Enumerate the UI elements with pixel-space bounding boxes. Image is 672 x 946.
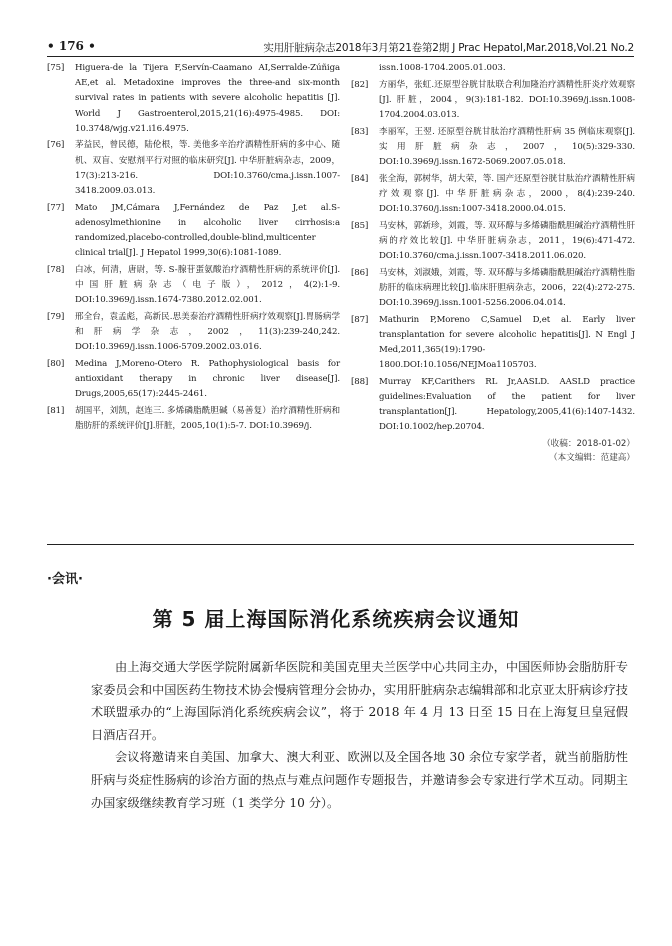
reference-number: [75] xyxy=(47,63,65,73)
notice-body xyxy=(91,656,628,814)
reference-number: [87] xyxy=(351,314,369,325)
reference-item xyxy=(351,78,635,124)
reference-text: Mato JM,Cámara J,Fernández de Paz J,et al.S-adenosylmethionine in alcoholic liver cirrhosis:a randomized,placebo-controlled,double-blind,multicenter clinical trial[J]. J Hepatol 1999,30(6):1081-1089. xyxy=(75,202,340,259)
reference-item xyxy=(47,263,340,309)
reference-item xyxy=(47,357,340,403)
reference-text: 茅益民，曾民德，陆伦根，等. 美他多辛治疗酒精性肝病的多中心、随机、双盲、安慰剂平行对照的临床研究[J]. 中华肝脏病杂志，2009，17(3):213-216. DOI:10.3760/cma.j.issn.1007-3418.2009.03.013. xyxy=(75,140,340,197)
reference-text: 马安林，郭新珍，刘霞，等. 双环醇与多烯磷脂酰胆碱治疗酒精性肝病的疗效比较[J]. 中华肝脏病杂志，2011，19(6):471-472. DOI:10.3760/cma.j.issn.1007-3418.2011.06.020. xyxy=(379,220,635,261)
reference-number: [84] xyxy=(351,173,369,184)
reference-text: Murray KF,Carithers RL Jr,AASLD. AASLD practice guidelines:Evaluation of the patient for liver transplantation[J]. Hepatology,2005,41(6):1407-1432. DOI:10.1002/hep.20704. xyxy=(379,376,635,433)
reference-number: [86] xyxy=(351,267,369,278)
references-left-column xyxy=(47,61,340,436)
reference-text: Higuera-de la Tijera F,Servín-Caamano AI,Serralde-Zúñiga AE,et al. Metadoxine improves the three-and six-month survival rates in patients with severe alcoholic hepatitis [J]. World J Gastroenterol,2015,21(16):4975-4985. DOI: 10.3748/wjg.v21.i16.4975. xyxy=(75,63,340,134)
section-divider xyxy=(47,544,634,545)
reference-number: [85] xyxy=(351,220,369,231)
reference-text: 白冰，何清，唐尉，等. S-腺苷蛋氨酸治疗酒精性肝病的系统评价[J]. 中国肝脏病杂志（电子版），2012，4(2):1-9. DOI:10.3969/j.issn.1674-7380.2012.02.001. xyxy=(75,264,340,306)
reference-item xyxy=(351,125,635,171)
references-right-column xyxy=(351,61,635,465)
reference-item xyxy=(47,201,340,262)
reference-item xyxy=(351,172,635,218)
reference-number: [82] xyxy=(351,79,369,90)
reference-text: 胡国平，刘凯，赵连三. 多烯磷脂酰胆碱（易善复）治疗酒精性肝病和脂肪肝的系统评价[J].肝脏，2005,10(1):5-7. DOI:10.3969/j. xyxy=(75,405,340,432)
reference-number: [80] xyxy=(47,358,65,369)
notice-paragraph: 由上海交通大学医学院附属新华医院和美国克里夫兰医学中心共同主办，中国医师协会脂肪肝专家委员会和中国医药生物技术协会慢病管理分会协办，实用肝脏病杂志编辑部和北京亚太肝病诊疗技术联盟承办的“上海国际消化系统疾病会议”，将于 2018 年 4 月 13 日至 15 日在上海复旦皇冠假日酒店召开。 xyxy=(91,660,628,742)
reference-number: [83] xyxy=(351,126,369,137)
reference-text: 张全海，郭树华，胡大荣，等. 国产还原型谷胱甘肽治疗酒精性肝病疗效观察[J]. 中华肝脏病杂志，2000，8(4):239-240. DOI:10.3760/j.issn:1007-3418.2000.04.015. xyxy=(379,173,635,214)
editor-note: （本文编辑：范建高） xyxy=(549,453,635,463)
reference-item xyxy=(47,404,340,434)
reference-item xyxy=(47,310,340,356)
reference-continuation: issn.1008-1704.2005.01.003. xyxy=(379,63,506,73)
section-tag: ·会讯· xyxy=(47,572,83,587)
page-number: • 176 • xyxy=(47,39,96,53)
reference-item xyxy=(47,61,340,137)
journal-running-title: 实用肝脏病杂志2018年3月第21卷第2期 J Prac Hepatol,Mar.2018,Vol.21 No.2 xyxy=(263,42,634,54)
page-header xyxy=(47,40,634,57)
received-date: （收稿：2018-01-02） xyxy=(542,439,635,449)
reference-number: [78] xyxy=(47,264,65,275)
reference-number: [81] xyxy=(47,405,65,416)
notice-paragraph: 会议将邀请来自美国、加拿大、澳大利亚、欧洲以及全国各地 30 余位专家学者，就当前脂肪性肝病与炎症性肠病的诊治方面的热点与难点问题作专题报告，并邀请参会专家进行学术互动。同期主办国家级继续教育学习班（1 类学分 10 分）。 xyxy=(91,750,628,810)
reference-text: 李丽军，王翌. 还原型谷胱甘肽治疗酒精性肝病 35 例临床观察[J]. 实用肝脏病杂志，2007，10(5):329-330. DOI:10.3969/j.issn.1672-5069.2007.05.018. xyxy=(379,126,635,167)
reference-number: [77] xyxy=(47,202,65,213)
reference-item xyxy=(47,138,340,199)
reference-item xyxy=(351,313,635,374)
reference-item xyxy=(351,375,635,436)
reference-text: Medina J,Moreno-Otero R. Pathophysiological basis for antioxidant therapy in chronic liver disease[J]. Drugs,2005,65(17):2445-2461. xyxy=(75,358,340,400)
reference-number: [88] xyxy=(351,376,369,387)
reference-text: 马安林，刘淑娥，刘霞，等. 双环醇与多烯磷脂酰胆碱治疗酒精性脂肪肝的临床病理比较[J].临床肝胆病杂志，2006，22(4):272-275. DOI:10.3969/j.issn.1001-5256.2006.04.014. xyxy=(379,267,635,308)
reference-text: 邢全台，袁孟彪，高新民.思美泰治疗酒精性肝病疗效观察[J].胃肠病学和肝病学杂志，2002，11(3):239-240,242. DOI:10.3969/j.issn.1006-5709.2002.03.016. xyxy=(75,311,340,353)
reference-number: [76] xyxy=(47,140,65,151)
reference-number: [79] xyxy=(47,311,65,322)
reference-text: Mathurin P,Moreno C,Samuel D,et al. Early liver transplantation for severe alcoholic hepatitis[J]. N Engl J Med,2011,365(19):1790-1800.DOI:10.1056/NEJMoa1105703. xyxy=(379,314,635,371)
reference-item xyxy=(351,266,635,312)
notice-title: 第 5 届上海国际消化系统疾病会议通知 xyxy=(152,607,520,631)
reference-text: 方丽华，张虹.还原型谷胱甘肽联合利加隆治疗酒精性肝炎疗效观察[J]. 肝脏，2004，9(3):181-182. DOI:10.3969/j.issn.1008-1704.2004.03.013. xyxy=(379,79,635,120)
reference-item xyxy=(351,219,635,265)
